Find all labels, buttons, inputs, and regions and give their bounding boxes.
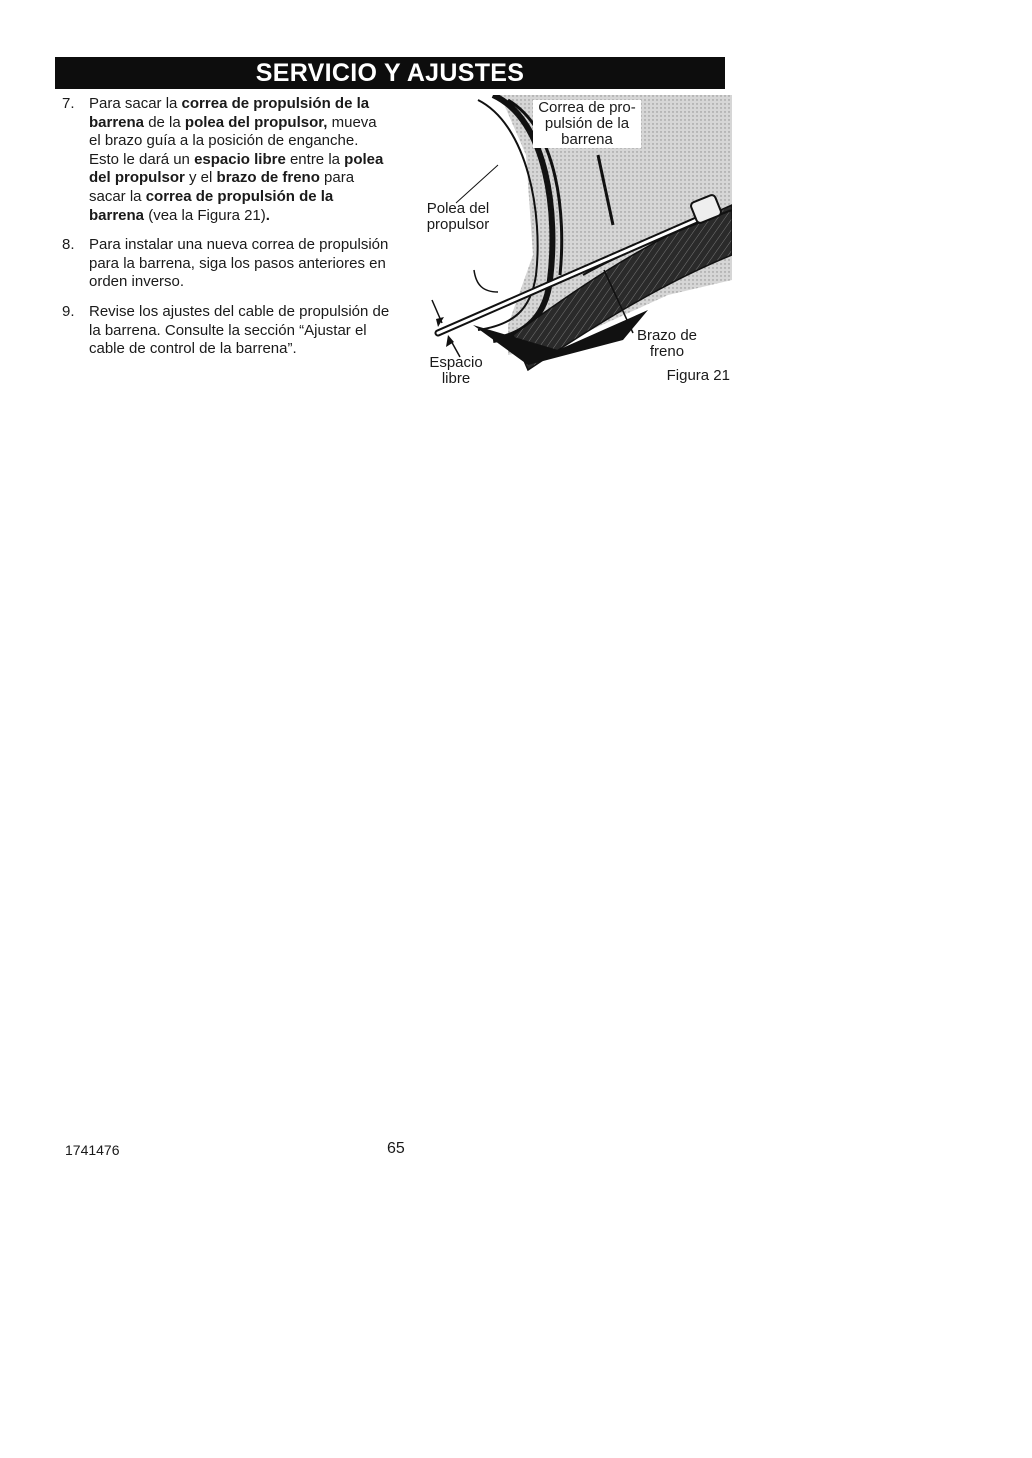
section-title: SERVICIO Y AJUSTES xyxy=(55,57,725,89)
step-7 xyxy=(62,95,392,225)
step-text-run: correa de propulsión de la barrena xyxy=(89,95,370,131)
step-text xyxy=(89,236,388,290)
clearance-arrowhead-top xyxy=(436,317,444,327)
brake-arm-label: Brazo de freno xyxy=(636,327,698,360)
pulley-leader xyxy=(456,165,498,203)
step-8 xyxy=(62,236,392,292)
step-number: 7. xyxy=(62,95,75,112)
step-text-run: correa de propulsión de la barrena xyxy=(89,187,334,224)
step-text-run: mueva el brazo guía a la posición de enganche. Esto le dará un xyxy=(89,113,377,168)
step-text-run: y el xyxy=(184,169,217,187)
step-text-run: . xyxy=(265,206,270,224)
step-text-run: de la xyxy=(144,113,185,131)
step-text xyxy=(89,303,389,357)
step-text-run: Para instalar una nueva correa de propulsión para la barrena, siga los pasos anteriores en orden inverso. xyxy=(89,236,389,291)
step-number: 9. xyxy=(62,302,75,320)
step-text-run: (vea la Figura 21) xyxy=(144,206,266,224)
step-text-run: espacio libre xyxy=(194,150,286,168)
step-text-run: Para sacar la xyxy=(89,95,182,112)
page-number: 65 xyxy=(387,1140,405,1157)
step-text-run: polea del propulsor, xyxy=(184,113,328,131)
figure-caption: Figura 21 xyxy=(666,367,730,384)
step-text-run: para sacar la xyxy=(89,169,355,205)
step-9 xyxy=(62,303,392,359)
step-text-run: entre la xyxy=(285,150,345,168)
step-text-run: Revise los ajustes del cable de propulsión de la barrena. Consulte la sección “Ajustar el cable de control de la barrena”. xyxy=(89,302,390,358)
document-number: 1741476 xyxy=(65,1142,120,1158)
figure-21 xyxy=(408,95,732,395)
step-text-run: brazo de freno xyxy=(216,169,320,187)
pulley-hub-arc xyxy=(474,270,498,292)
clearance-label: Espacio libre xyxy=(429,354,483,387)
instruction-steps xyxy=(62,95,392,370)
step-text xyxy=(89,95,383,224)
step-number: 8. xyxy=(62,236,75,254)
pulley-label: Polea del propulsor xyxy=(426,200,490,233)
step-text-run: polea del propulsor xyxy=(89,150,384,187)
belt-label: Correa de pro- pulsión de la barrena xyxy=(532,100,642,148)
